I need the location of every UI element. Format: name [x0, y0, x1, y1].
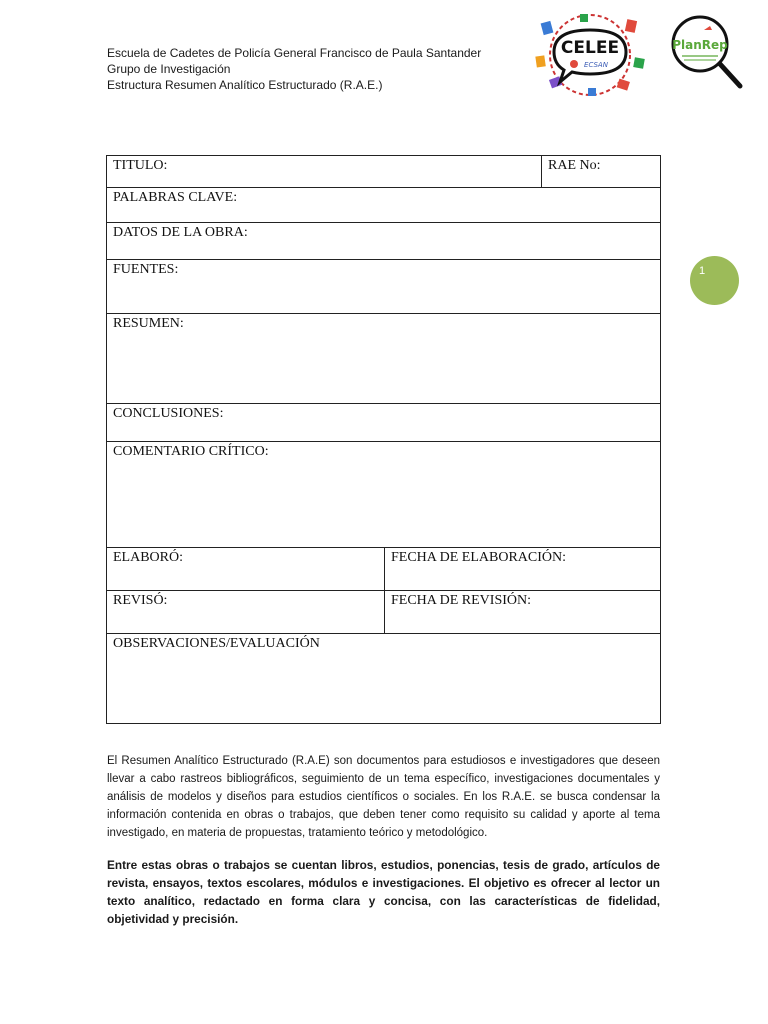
celee-logo-text: CELEE [560, 38, 620, 58]
description-paragraph-2: Entre estas obras o trabajos se cuentan libros, estudios, ponencias, tesis de grado, artículos de revista, ensayos, textos escolares, módulos e investigaciones. El objetivo es ofrecer al lector un texto analítico, redactado en forma clara y concisa, con las características de fidelidad, objetividad y precisión. [107, 858, 660, 926]
resumen-field[interactable] [107, 314, 661, 404]
header-group: Grupo de Investigación [107, 62, 231, 76]
rae-no-label: RAE No: [548, 158, 601, 173]
resumen-label: RESUMEN: [113, 316, 184, 331]
description-paragraph-1: El Resumen Analítico Estructurado (R.A.E) son documentos para estudiosos e investigadores que deseen llevar a cabo rastreos bibliográficos, seguimiento de un tema específico, investigaciones documentales y análisis de modelos y diseños para estudios científicos o sociales. En los R.A.E. se busca condensar la información contenida en obras o trabajos, que deben tener como requisito su calidad y aporte al tema investigado, en materia de propuestas, tratamiento teórico y metodológico. [107, 755, 660, 839]
conclusiones-field[interactable] [107, 404, 661, 442]
fuentes-field[interactable] [107, 260, 661, 314]
reviso-field[interactable] [107, 591, 385, 634]
fecha-revision-field[interactable] [385, 591, 661, 634]
titulo-field[interactable] [107, 156, 542, 188]
rae-no-field[interactable] [542, 156, 661, 188]
titulo-label: TITULO: [113, 158, 168, 173]
elaboro-label: ELABORÓ: [113, 550, 183, 565]
planrep-logo-text: PlanRep [672, 38, 728, 52]
reviso-label: REVISÓ: [113, 593, 168, 608]
palabras-clave-label: PALABRAS CLAVE: [113, 190, 238, 205]
palabras-clave-field[interactable] [107, 188, 661, 223]
fuentes-label: FUENTES: [113, 262, 179, 277]
elaboro-field[interactable] [107, 548, 385, 591]
fecha-revision-label: FECHA DE REVISIÓN: [391, 593, 532, 608]
header-structure: Estructura Resumen Analítico Estructurado (R.A.E.) [107, 78, 383, 92]
datos-obra-field[interactable] [107, 223, 661, 260]
page-number-badge [690, 256, 739, 305]
rae-form-table [106, 155, 661, 724]
datos-obra-label: DATOS DE LA OBRA: [113, 225, 248, 240]
page-number: 1 [699, 265, 706, 277]
comentario-critico-label: COMENTARIO CRÍTICO: [113, 444, 269, 459]
conclusiones-label: CONCLUSIONES: [113, 406, 224, 421]
planrep-logo [668, 12, 744, 92]
document-header [107, 45, 481, 93]
celee-logo [530, 12, 650, 98]
observaciones-field[interactable] [107, 634, 661, 724]
comentario-critico-field[interactable] [107, 442, 661, 548]
header-institution: Escuela de Cadetes de Policía General Francisco de Paula Santander [107, 46, 482, 60]
observaciones-label: OBSERVACIONES/EVALUACIÓN [113, 636, 320, 651]
fecha-elaboracion-field[interactable] [385, 548, 661, 591]
fecha-elaboracion-label: FECHA DE ELABORACIÓN: [391, 550, 567, 565]
celee-logo-subtext: ECSAN [584, 61, 608, 69]
